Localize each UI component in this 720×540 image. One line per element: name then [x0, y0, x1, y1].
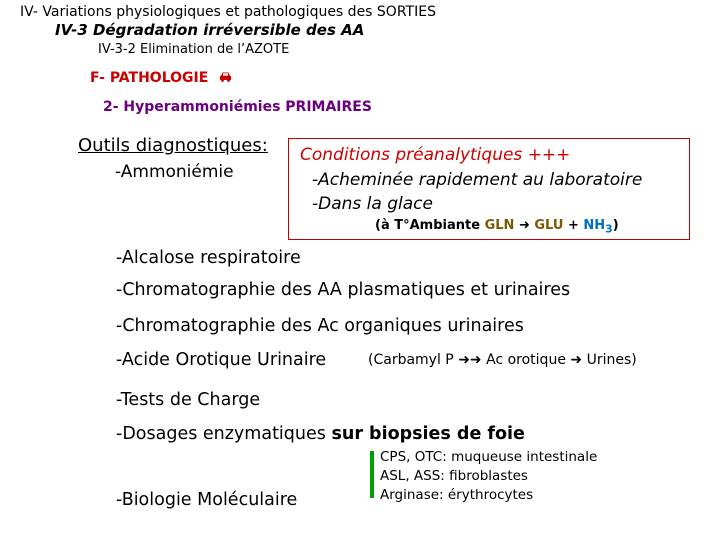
enzyme-line: Arginase: érythrocytes: [380, 487, 534, 503]
subsection-title: 2- Hyperammoniémies PRIMAIRES: [103, 99, 372, 115]
title-line-3: IV-3-2 Elimination de l’AZOTE: [98, 42, 290, 57]
urines-label: Urines): [586, 352, 637, 368]
box-temperature-note: [375, 218, 619, 236]
list-item-dosages: [116, 424, 525, 444]
biopsies-label: sur biopsies de foie: [331, 424, 525, 444]
dosages-label: -Dosages enzymatiques: [116, 424, 326, 444]
list-item-chrom-aa: -Chromatographie des AA plasmatiques et urinaires: [116, 280, 571, 300]
box-line-2: -Dans la glace: [312, 194, 433, 214]
list-item-chrom-ac: -Chromatographie des Ac organiques urinaires: [116, 316, 524, 336]
list-item-biologie: -Biologie Moléculaire: [116, 490, 298, 510]
nh3-base: NH: [583, 218, 606, 233]
ammoniemie-item: -Ammoniémie: [115, 162, 234, 182]
plus-sign: +: [567, 218, 579, 233]
section-pathologie: [90, 70, 232, 86]
arrow-right-icon: ➜: [570, 352, 583, 368]
double-arrow-right-icon: ➜➜: [458, 352, 482, 368]
ac-orotique-label: Ac orotique: [486, 352, 566, 368]
list-item-tests: -Tests de Charge: [116, 390, 261, 410]
car-icon: [219, 70, 232, 86]
list-item-acide-orotique: -Acide Orotique Urinaire: [116, 350, 327, 370]
gln-label: GLN: [484, 218, 515, 233]
nh3-label: [583, 218, 613, 236]
enzyme-line: ASL, ASS: fibroblastes: [380, 468, 528, 484]
title-line-2: IV-3 Dégradation irréversible des AA: [55, 21, 365, 39]
section-pathologie-label: F- PATHOLOGIE: [90, 70, 209, 86]
carbamyl-pathway: [368, 352, 637, 368]
enzyme-list: [380, 448, 597, 505]
arrow-right-icon: ➜: [518, 218, 530, 233]
green-bracket-bar: [370, 451, 374, 498]
temp-suffix: ): [612, 218, 619, 233]
nh3-subscript: 3: [605, 222, 613, 236]
enzyme-line: CPS, OTC: muqueuse intestinale: [380, 449, 598, 465]
list-item-alcalose: -Alcalose respiratoire: [116, 248, 301, 268]
box-line-1: -Acheminée rapidement au laboratoire: [312, 170, 643, 190]
box-title: Conditions préanalytiques +++: [300, 145, 571, 165]
carbamyl-label: (Carbamyl P: [368, 352, 454, 368]
glu-label: GLU: [534, 218, 564, 233]
temp-prefix: (à T°Ambiante: [375, 218, 485, 233]
outils-heading: Outils diagnostiques:: [78, 135, 268, 156]
title-line-1: IV- Variations physiologiques et pathologiques des SORTIES: [20, 4, 436, 20]
